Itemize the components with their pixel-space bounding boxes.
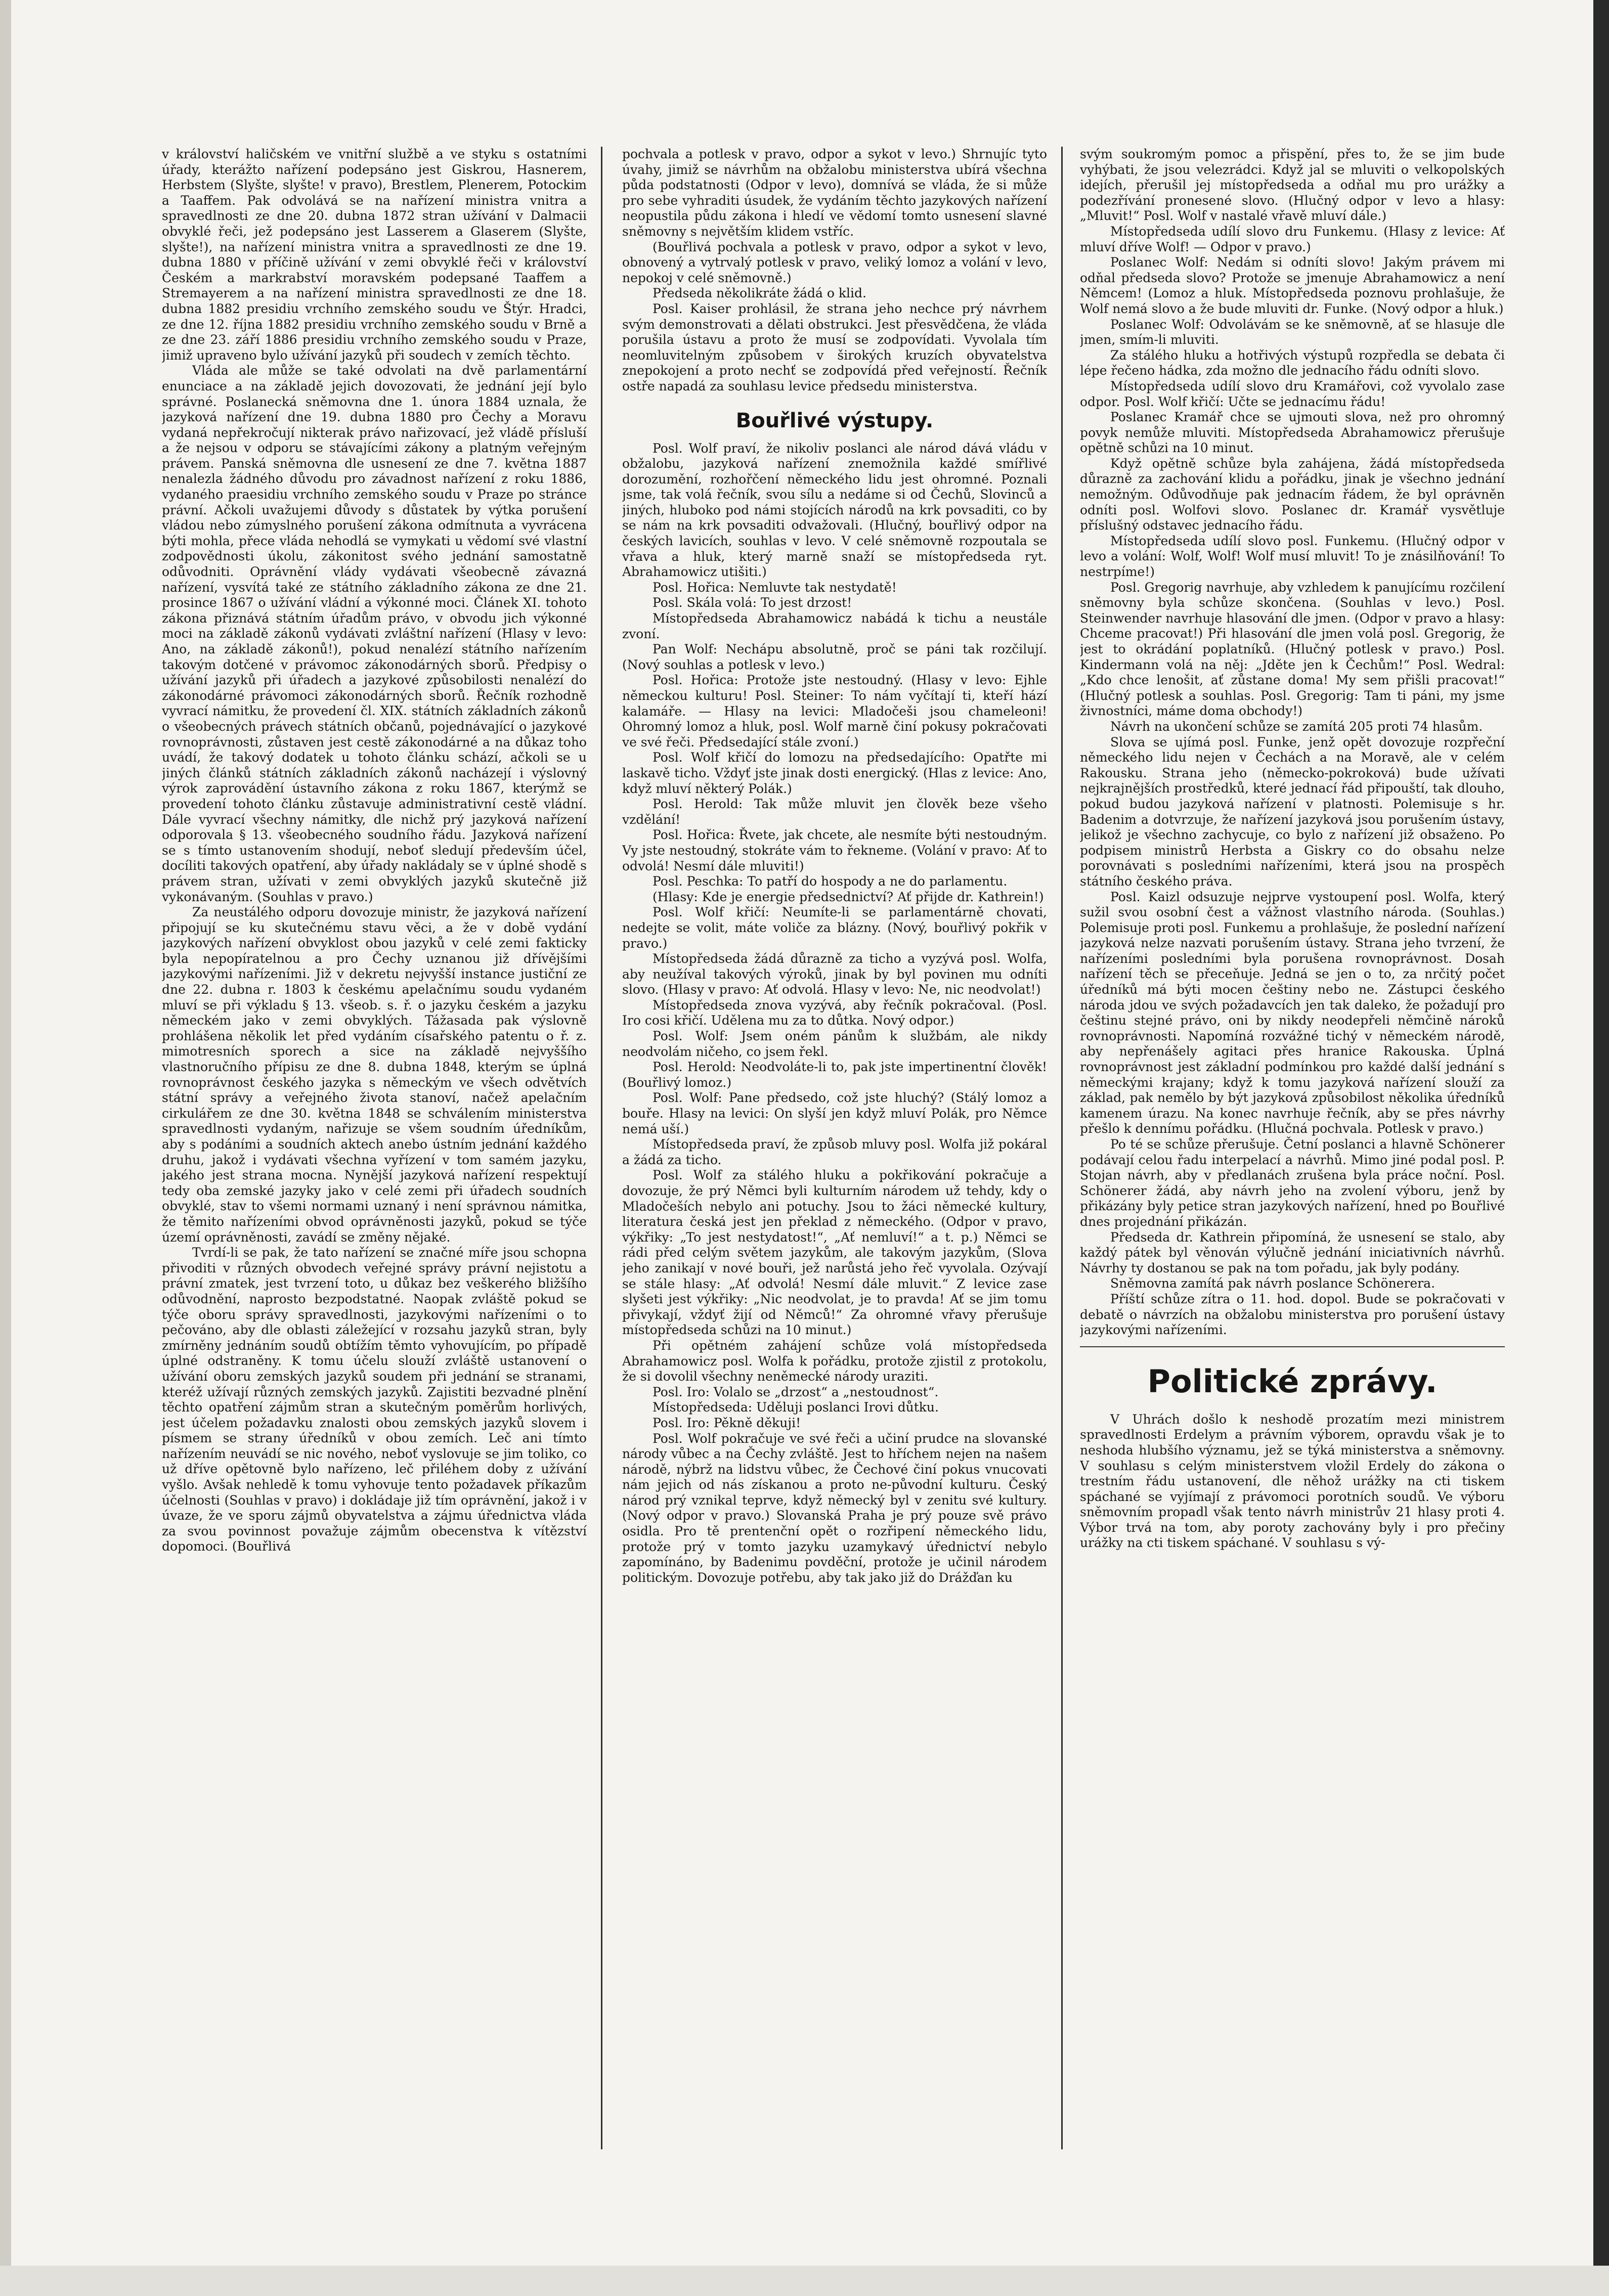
paragraph: Posl. Wolf za stálého hluku a pokřikování pokračuje a dovozuje, že prý Němci byli kulturním národem už tehdy, kdy o Mladočeších nebylo ani potuchy. Jsou to žáci německé kultury, literatura česká jest jen překlad z německého. (Odpor v pravo, výkřiky: „To jest nestydatost!“, „Ať nemluví!“ a t. p.) Němci se rádi před celým světem jazykům, ale takovým jazykům, (Slova jeho zanikají v nové bouři, jež narůstá jeho řeč vyvolala. Ozývají se stále hlasy: „Ať odvolá! Nesmí dále mluvit.“ Z levice zase slyšeti jest výkřiky: „Nic neodvolat, je to pravda! Ať se jim tomu přivykají, vždyť žijí od Němců!“ Za ohromné vřavy přerušuje místopředseda schůzi na 10 minut.): [622, 1168, 1047, 1338]
column-rule: [1061, 147, 1063, 2149]
section-heading: Politické zprávy.: [1080, 1346, 1505, 1403]
paragraph: (Hlasy: Kde je energie předsednictví? Ať přijde dr. Kathrein!): [653, 889, 1044, 904]
paragraph: Posl. Skála volá: To jest drzost!: [653, 595, 852, 610]
paragraph: pochvala a potlesk v pravo, odpor a sykot v levo.) Shrnujíc tyto úvahy, jimiž se návrhům na obžalobu ministerstva ubírá všechna půda podstatnosti (Odpor v levo), domnívá se vláda, že si může pro sebe vyhraditi úsudek, že vydáním těchto jazykových nařízení neopustila půdu zákona i hledí ve vědomí tomto usnesení slavné sněmovny s největším klidem vstříc.: [622, 147, 1047, 239]
paragraph: Sněmovna zamítá pak návrh poslance Schönerera.: [1110, 1276, 1436, 1291]
paragraph: Posl. Kaiser prohlásil, že strana jeho nechce prý návrhem svým demonstrovati a dělati obstrukci. Jest přesvědčena, že vláda porušila ústavu a proto že musí se zodpovídati. Vyvolala tím neomluvitelným způsobem v širokých kruzích obyvatelstva znepokojení a proto nechť se zodpovídá před veřejností. Řečník ostře napadá za souhlasu levice předsedu ministerstva.: [622, 301, 1047, 393]
paragraph: Místopředseda udílí slovo dru Kramářovi, což vyvolalo zase odpor. Posl. Wolf křičí: Učte se jednacímu řádu!: [1080, 378, 1505, 409]
paragraph: Vláda ale může se také odvolati na dvě parlamentární enunciace a na základě jejich dovozovati, že jednání její bylo správné. Poslanecká sněmovna dne 1. února 1884 uznala, že jazyková nařízení dne 19. dubna 1880 pro Čechy a Moravu vydaná nepřekročují nikterak právo nařizovací, jež vládě přísluší a že nejsou v odporu se stávajícími zákony a platným veřejným právem. Panská sněmovna dle usnesení ze dne 7. května 1887 nenalezla žádného důvodu pro závadnost nařízení z roku 1886, vydaného praesidiu vrchního zemského soudu v Praze po stránce právní. Ačkoli uvažujemi důvody s důstatek by výtka porušení vládou nebo zúmyslného porušení zákona odmítnuta a vyvrácena býti mohla, přece vláda nehodlá se vymykati u vědomí své vlastní zodpovědnosti úkolu, zákonitost svého jednání samostatně odůvodniti. Oprávnění vlády vydávati všeobecně závazná nařízení, vysvítá také ze státního základního zákona ze dne 21. prosince 1867 o užívání vládní a výkonné moci. Článek XI. tohoto zákona přiznává státním úřadům právo, v obvodu jich výkonné moci na základě zákonů vydávati zvláštní nařízení (Hlasy v levo: Ano, na základě zákonů!), pokud nenalézí státního nařízením takovým dotčené v právomoc zákonodárných sborů. Předpisy o užívání jazyků při úřadech a jazykové způsobilosti nenalézí do zákonodárné právomoci zákonodárných sborů. Řečník rozhodně vyvrací námitku, že provedení čl. XIX. státních základních zákonů o všeobecných právech státních občanů, pojednávající o jazykové rovnoprávnosti, zůstaven jest cestě zákonodárné a na důkaz toho uvádí, že takový dodatek u tohoto článku schází, ačkoli se u jiných článků státních základních zákonů nacházejí i výslovný výrok zaprovádění ústavního zákona z roku 1867, kterýmž se provedení tohoto článku zůstavuje administrativní cestě vládní. Dále vyvrací všechny námitky, dle nichž prý jazyková nařízení odporovala § 13. všeobecného soudního řádu. Jazyková nařízení se s tímto ustanovením shodují, neboť sledují především účel, docíliti takových opatření, aby úřady nakládaly se v úplné shodě s právem stran, užívati v zemi obvyklých jazyků skutečně již vykonávaným. (Souhlas v pravo.): [162, 363, 587, 904]
paragraph: Posl. Herold: Tak může mluvit jen člověk beze všeho vzdělání!: [622, 797, 1047, 827]
paragraph: Poslanec Kramář chce se ujmouti slova, než pro ohromný povyk nemůže mluviti. Místopředseda Abrahamowicz přerušuje opětně schůzi na 10 minut.: [1080, 410, 1505, 456]
paragraph: Místopředseda praví, že způsob mluvy posl. Wolfa již pokáral a žádá za ticho.: [622, 1137, 1047, 1167]
paragraph: Posl. Hořica: Řvete, jak chcete, ale nesmíte býti nestoudným. Vy jste nestoudný, stokráte vám to řekneme. (Volání v pravo: Ať to odvolá! Nesmí dále mluviti!): [622, 827, 1047, 873]
column-1: [162, 147, 587, 2149]
paragraph: Posl. Wolf: Pane předsedo, což jste hluchý? (Stálý lomoz a bouře. Hlasy na levici: On slyší jen když mluví Polák, pro Němce nemá uší.): [622, 1090, 1047, 1136]
paragraph: Posl. Wolf křičí: Neumíte-li se parlamentárně chovati, nedejte se volit, máte voliče za blázny. (Nový, bouřlivý pokřik v pravo.): [622, 905, 1047, 951]
paragraph: Posl. Wolf praví, že nikoliv poslanci ale národ dává vládu v obžalobu, jazyková nařízení znemožnila každé smířlivé dorozumění, rozhořčení německého lidu jest ohromné. Poznali jsme, tak volá řečník, svou sílu a nedáme si od Čechů, Slovinců a jiných, hluboko pod námi stojících národů na krk povsaditi, co by se nám na krk povsaditi odvažovali. (Hlučný, bouřlivý odpor na českých lavicích, souhlas v levo. V celé sněmovně rozpoutala se vřava a hluk, který marně snaží se místopředseda ryt. Abrahamowicz utišiti.): [622, 440, 1047, 580]
paragraph: Posl. Wolf: Jsem oném pánům k službám, ale nikdy neodvolám ničeho, co jsem řekl.: [622, 1029, 1047, 1059]
paragraph: Místopředseda udílí slovo posl. Funkemu. (Hlučný odpor v levo a volání: Wolf, Wolf! Wolf musí mluvit! To je znásilňování! To nestrpíme!): [1080, 533, 1505, 580]
newspaper-page: [162, 147, 1505, 2170]
paragraph: Posl. Wolf křičí do lomozu na předsedajícího: Opatřte mi laskavě ticho. Vždyť jste jinak dosti energický. (Hlas z levice: Ano, když mluví některý Polák.): [622, 750, 1047, 796]
paragraph: Za stálého hluku a hotřivých výstupů rozpředla se debata či lépe řečeno hádka, zda možno dle jednacího řádu odníti slovo.: [1080, 347, 1505, 378]
paragraph: Po té se schůze přerušuje. Četní poslanci a hlavně Schönerer podávají celou řadu interpelací a návrhů. Mimo jiné podal posl. P. Stojan návrh, aby v předlanách zrušena byla práce noční. Posl. Schönerer žádá, aby návrh jeho na zvolení výboru, jenž by přikázány byly petice stran jazykových nařízení, hned po Bouřlivé dnes projednání přikázán.: [1080, 1137, 1505, 1229]
column-rule: [601, 147, 602, 2149]
column-3: [1080, 147, 1505, 2149]
paragraph: Místopředseda žádá důrazně za ticho a vyzývá posl. Wolfa, aby neužíval takových výroků, jinak by byl povinen mu odníti slovo. (Hlasy v pravo: Ať odvolá. Hlasy v levo: Ne, nic neodvolat!): [622, 951, 1047, 997]
scan-edge-left: [0, 0, 11, 2296]
paragraph: Místopředseda: Uděluji poslanci Irovi důtku.: [653, 1400, 939, 1415]
paragraph: Posl. Gregorig navrhuje, aby vzhledem k panujícímu rozčilení sněmovny byla schůze skončena. (Souhlas v levo.) Posl. Steinwender navrhuje hlasování dle jmen. (Odpor v pravo a hlasy: Chceme pracovat!) Při hlasování dle jmen volá posl. Gregorig, že jest to okrádání poplatníků. (Hlučný potlesk v pravo.) Posl. Kindermann volá na něj: „Jděte jen k Čechům!“ Posl. Wedral: „Kdo chce lenošit, ať zůstane doma! My sem přišli pracovat!“ (Hlučný potlesk a souhlas. Posl. Gregorig: Tam ti páni, my jsme živnostníci, máme doma obchody!): [1080, 580, 1505, 719]
scan-edge-bottom: [0, 2266, 1609, 2296]
paragraph: V Uhrách došlo k neshodě prozatím mezi ministrem spravedlnosti Erdelym a právním výborem, opravdu však je to neshoda hlubšího významu, jež se týká ministerstva a sněmovny. V souhlasu s celým ministerstvem vložil Erdely do zákona o trestním řádu ustanovení, dle něhož urážky na cti tiskem spáchané se vyjímají z právomoci porotních soudů. Ve výboru sněmovním propadl však tento návrh ministrův 21 hlasy proti 4. Výbor trvá na tom, aby poroty zachovány byly i pro přečiny urážky na cti tiskem spáchané. V souhlasu s vý-: [1080, 1411, 1505, 1551]
paragraph: Posl. Iro: Pěkně děkuji!: [653, 1415, 801, 1430]
paragraph: Tvrdí-li se pak, že tato nařízení se značné míře jsou schopna přivoditi v různých obvodech veřejné správy právní nejistotu a právní zmatek, jest tvrzení toto, u důkaz bez veškerého bližšího odůvodnění, naprosto bezpodstatné. Naopak zvláště pokud se týče oboru správy spravedlnosti, jazykovými nařízeními o to pečováno, aby dle oblasti záležející v rozsahu jazyků stran, byly zmírněny jednáním soudů obtížím těmto vyhovujícím, po případě úplné odstraněny. K tomu účelu slouží zvláště ustanovení o užívání oboru zemských jazyků soudem při jednání se stranami, kteréž užívají různých zemských jazyků. Zajistiti bezvadné plnění těchto opatření zájmům stran a skutečným poměrům horlivých, jest účelem požadavku znalosti obou zemských jazyků slovem i písmem se strany úředníků v obou zemích. Leč ani tímto nařízením neuvádí se nic nového, neboť vyslovuje se jim toliko, co už dříve opětovně bylo nařízeno, leč přiléhem doby z užívání vyšlo. Avšak nehledě k tomu vyhovuje tento požadavek příkazům účelnosti (Souhlas v pravo) i dokládaje již tím oprávnění, jakož i v úvaze, že ve sporu zájmů obyvatelstva a zájmu úřednictva vláda za svou povinnost považuje zájmům obecenstva k vítězství dopomoci. (Bouřlivá: [162, 1245, 587, 1554]
paragraph: Posl. Peschka: To patří do hospody a ne do parlamentu.: [653, 874, 1008, 889]
paragraph: Poslanec Wolf: Nedám si odníti slovo! Jakým právem mi odňal předseda slovo? Protože se jmenuje Abrahamowicz a není Němcem! (Lomoz a hluk. Místopředseda poznovu prohlašuje, že Wolf nemá slovo a že bude mluviti dr. Funke. (Nový odpor a hluk.): [1080, 255, 1505, 316]
paragraph: v království haličském ve vnitřní službě a ve styku s ostatními úřady, kterážto nařízení podepsáno jest Giskrou, Hasnerem, Herbstem (Slyšte, slyšte! v pravo), Brestlem, Plenerem, Potockim a Taaffem. Pak odvolává se na nařízení ministra vnitra a spravedlnosti ze dne 20. dubna 1872 stran užívání v Dalmacii obvyklé řeči, jež podepsáno jest Lasserem a Glaserem (Slyšte, slyšte!), na nařízení ministra vnitra a spravedlnosti ze dne 19. dubna 1880 v příčině užívání v zemi obvyklé řeči v království Českém a markrabství moravském podepsané Taaffem a Stremayerem a na nařízení ministra spravedlnosti ze dne 18. dubna 1882 presidiu vrchního zemského soudu ve Štýr. Hradci, ze dne 12. října 1882 presidiu vrchního zemského soudu v Brně a ze dne 23. září 1886 presidiu vrchního zemského soudu v Praze, jimiž upraveno bylo užívání jazyků při soudech v zemích těchto.: [162, 147, 587, 363]
paragraph: Za neustálého odporu dovozuje ministr, že jazyková nařízení připojují se ku skutečnému stavu věci, a že v době vydání jazykových nařízení obvyklost obou jazyků v celé zemi fakticky byla nepopíratelnou a pro Čechy uznanou již dřívějšími jazykovými nařízeními. Již v dekretu nejvyšší instance justiční ze dne 22. dubna r. 1803 k českému apelačnímu soudu vydaném mluví se při výkladu § 13. všeob. s. ř. o jazyku českém a jazyku německém jako v zemi obvyklých. Tážasada pak výslovně prohlášena několik let před vydáním císařského patentu o ř. z. mimotresních sporech a sice na základě nejvyššího vlastnoručního přípisu ze dne 8. dubna 1848, kterým se úplná rovnoprávnost českého jazyka s německým ve všech odvětvích státní správy a veřejného života stanoví, načež apelačním cirkulářem ze dne 30. května 1848 se schválením ministerstva spravedlnosti vydaným, nařizuje se všem soudním úředníkům, aby s podáními a soudních aktech anebo ústním jednání každého druhu, jakož i vydávati všechna vyřízení v tom samém jazyku, jakého jest strana mocna. Nynější jazyková nařízení respektují tedy oba zemské jazyky jako v celé zemi při úřadech soudních obvyklé, stav to všemi normami uznaný i není správnou námitka, že těmito nařízeními obvod oprávněnosti jazyků, pokud se týče území oprávněnosti, zavádí se změny nějaké.: [162, 905, 587, 1245]
paragraph: Posl. Wolf pokračuje ve své řeči a učiní prudce na slovanské národy vůbec a na Čechy zvláště. Jest to hříchem nejen na našem národě, nýbrž na lidstvu vůbec, že Čechové činí pokus vnucovati nám jejich od nás získanou a proto ne-původní kulturu. Český národ prý vznikal teprve, když německý byl v zenitu své kultury. (Nový odpor v pravo.) Slovanská Praha je prý pouze svě právo osidla. Pro tě prentenční opět o rozřipení německého lidu, protože prý v tomto jazyku uzamykavý úřednictví nebylo zapomínáno, by Badenimu povděční, protože je učinil národem politickým. Dovozuje potřebu, aby tak jako již do Drážďan ku: [622, 1431, 1047, 1585]
paragraph: Místopředseda Abrahamowicz nabádá k tichu a neustále zvoní.: [622, 611, 1047, 641]
paragraph: Posl. Hořica: Nemluvte tak nestydatě!: [653, 580, 897, 595]
paragraph: Posl. Herold: Neodvoláte-li to, pak jste impertinentní člověk! (Bouřlivý lomoz.): [622, 1059, 1047, 1090]
paragraph: Při opětném zahájení schůze volá místopředseda Abrahamowicz posl. Wolfa k pořádku, protože zjistil z protokolu, že si dovolil všechny neněmecké národy uraziti.: [622, 1338, 1047, 1384]
paragraph: Posl. Kaizl odsuzuje nejprve vystoupení posl. Wolfa, který sužil svou osobní čest a vážnost vlastního národa. (Souhlas.) Polemisuje proti posl. Funkemu a prohlašuje, že poslední nařízení jazyková nelze nazvati porušením ústavy. Strana jeho tvrzení, že nařízeními posledními byla porušena rovnoprávnost. Dosah nařízení těch se přeceňuje. Jedná se jen o to, za nrčitý počet úředníků má býti mocen češtiny nebo ne. Zástupci českého národa jdou ve svých požadavcích jen tak daleko, že požadují pro češtinu stejné právo, oni by nikdy neodepřeli němčině nároků rovnoprávnosti. Napomíná rozvážné tichý v německém národě, aby nepřenášely agitaci přes hranice Rakouska. Úplná rovnoprávnost jest základní podmínkou pro každé další jednání s německými krajany; když k tomu jazyková nařízení slouží za základ, pak nemělo by být jazyková způsobilost několika úředníků kamenem úrazu. Na konec navrhuje řečník, aby se přes návrhy přešlo k dennímu pořádku. (Hlučná pochvala. Potlesk v pravo.): [1080, 889, 1505, 1136]
paragraph: Posl. Iro: Volalo se „drzost“ a „nestoudnost“.: [653, 1384, 939, 1399]
paragraph: Předseda několikráte žádá o klid.: [653, 286, 866, 301]
paragraph: Předseda dr. Kathrein připomíná, že usnesení se stalo, aby každý pátek byl věnován výlučně jednání iniciativních návrhů. Návrhy ty dostanou se pak na tom pořadu, jak byly podány.: [1080, 1229, 1505, 1275]
paragraph: svým soukromým pomoc a přispění, přes to, že se jim bude vyhýbati, že jsou velezrádci. Když jal se mluviti o velkopolských idejích, přerušil jej místopředseda a odňal mu pro urážky a podezřívání pronesené slovo. (Hlučný odpor v levo a hlasy: „Mluvit!“ Posl. Wolf v nastalé vřavě mluví dále.): [1080, 147, 1505, 224]
paragraph: (Bouřlivá pochvala a potlesk v pravo, odpor a sykot v levo, obnovený a vytrvalý potlesk v pravo, veliký lomoz a volání v levo, nepokoj v celé sněmovně.): [622, 239, 1047, 285]
paragraph: Posl. Hořica: Protože jste nestoudný. (Hlasy v levo: Ejhle německou kulturu! Posl. Steiner: To nám vyčítají ti, kteří hází kalamáře. — Hlasy na levici: Mladočeši jsou chameleoni! Ohromný lomoz a hluk, posl. Wolf marně činí pokusy pokračovati ve své řeči. Předsedající stále zvoní.): [622, 673, 1047, 749]
column-2: [622, 147, 1047, 2149]
paragraph: Místopředseda znova vyzývá, aby řečník pokračoval. (Posl. Iro cosi křičí. Udělena mu za to důtka. Nový odpor.): [622, 997, 1047, 1028]
scan-edge-right: [1593, 0, 1609, 2296]
paragraph: Příští schůze zítra o 11. hod. dopol. Bude se pokračovati v debatě o návrzích na obžalobu ministerstva pro porušení ústavy jazykovými nařízeními.: [1080, 1291, 1505, 1338]
paragraph: Místopředseda udílí slovo dru Funkemu. (Hlasy z levice: Ať mluví dříve Wolf! — Odpor v pravo.): [1080, 224, 1505, 254]
paragraph: Když opětně schůze byla zahájena, žádá místopředseda důrazně za zachování klidu a pořádku, jinak je všechno jednání nemožným. Odůvodňuje pak jednacím řádem, že byl oprávněn odníti posl. Wolfovi slovo. Poslanec dr. Kramář vysvětluje příslušný odstavec jednacího řádu.: [1080, 456, 1505, 533]
section-heading: Bouřlivé výstupy.: [735, 409, 934, 432]
paragraph: Slova se ujímá posl. Funke, jenž opět dovozuje rozpřeční německého lidu nejen v Čechách a na Moravě, ale v celém Rakousku. Strana jeho (německo-pokroková) bude užívati nejkrajnějších prostředků, které jednací řád připouští, tak dlouho, pokud budou jazyková nařízení v platnosti. Polemisuje s hr. Badenim a dotvrzuje, že nařízení jazyková jsou porušením ústavy, jelikož je všechno zachycuje, co bylo z nařízení již obsaženo. Po podpisem ministrů Herbsta a Giskry co do obsahu nelze porovnávati s posledními nařízeními, která jsou na prospěch státního českého práva.: [1080, 734, 1505, 889]
paragraph: Návrh na ukončení schůze se zamítá 205 proti 74 hlasům.: [1110, 719, 1483, 734]
paragraph: Poslanec Wolf: Odvolávám se ke sněmovně, ať se hlasuje dle jmen, smím-li mluviti.: [1080, 317, 1505, 347]
paragraph: Pan Wolf: Nechápu absolutně, proč se páni tak rozčilují. (Nový souhlas a potlesk v levo.): [622, 642, 1047, 672]
